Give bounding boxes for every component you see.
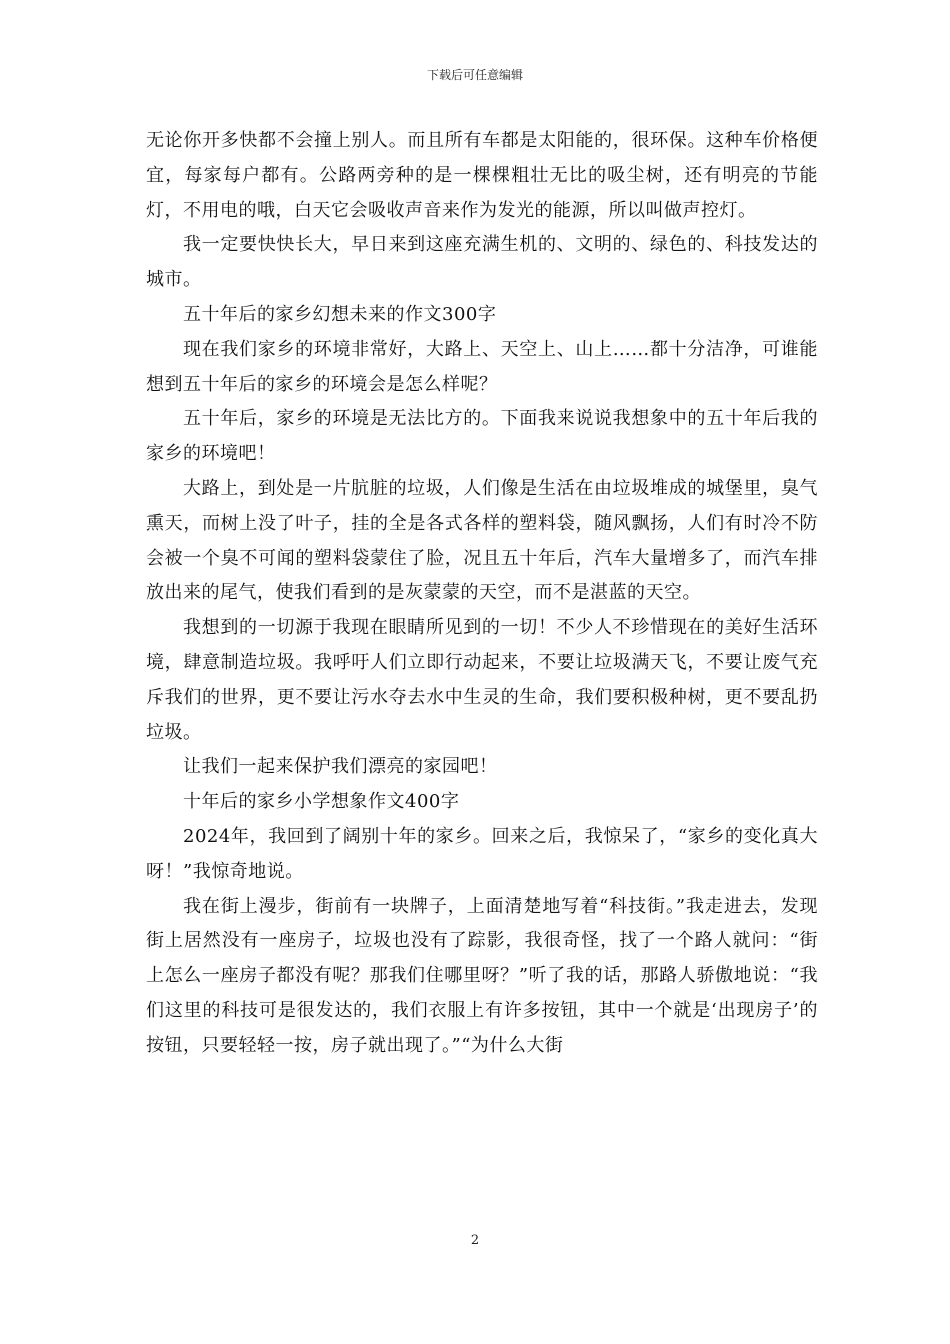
paragraph: 我在街上漫步，街前有一块牌子，上面清楚地写着“科技街。”我走进去，发现街上居然没有一座房子，垃圾也没有了踪影，我很奇怪，找了一个路人就问：“街上怎么一座房子都没有呢？那我们住哪里呀？”听了我的话，那路人骄傲地说：“我们这里的科技可是很发达的，我们衣服上有许多按钮，其中一个就是‘出现房子’的按钮，只要轻轻一按，房子就出现了。”“为什么大街: [146, 895, 818, 1056]
page-header: 下载后可任意编辑: [426, 68, 523, 82]
paragraph: 我一定要快快长大，早日来到这座充满生机的、文明的、绿色的、科技发达的城市。: [146, 234, 818, 291]
paragraph: 我想到的一切源于我现在眼睛所见到的一切！不少人不珍惜现在的美好生活环境，肆意制造垃圾。我呼吁人们立即行动起来，不要让垃圾满天飞，不要让废气充斥我们的世界，更不要让污水夺去水中生灵的生命，我们要积极种树，更不要乱扔垃圾。: [146, 617, 818, 743]
document-body: [146, 124, 818, 1064]
paragraph: 现在我们家乡的环境非常好，大路上、天空上、山上……都十分洁净，可谁能想到五十年后的家乡的环境会是怎么样呢？: [146, 338, 818, 395]
paragraph: 五十年后，家乡的环境是无法比方的。下面我来说说我想象中的五十年后我的家乡的环境吧！: [146, 408, 818, 465]
section-title: 十年后的家乡小学想象作文400字: [183, 791, 460, 813]
paragraph: 2024年，我回到了阔别十年的家乡。回来之后，我惊呆了，“家乡的变化真大呀！”我惊奇地说。: [146, 825, 818, 882]
paragraph: 无论你开多快都不会撞上别人。而且所有车都是太阳能的，很环保。这种车价格便宜，每家每户都有。公路两旁种的是一棵棵粗壮无比的吸尘树，还有明亮的节能灯，不用电的哦，白天它会吸收声音来作为发光的能源，所以叫做声控灯。: [146, 130, 818, 221]
section-title: 五十年后的家乡幻想未来的作文300字: [183, 303, 497, 325]
paragraph: 大路上，到处是一片肮脏的垃圾，人们像是生活在由垃圾堆成的城堡里，臭气熏天，而树上没了叶子，挂的全是各式各样的塑料袋，随风飘扬，人们有时冷不防会被一个臭不可闻的塑料袋蒙住了脸，况且五十年后，汽车大量增多了，而汽车排放出来的尾气，使我们看到的是灰蒙蒙的天空，而不是湛蓝的天空。: [146, 477, 818, 604]
page-number: 2: [470, 1233, 480, 1248]
paragraph: 让我们一起来保护我们漂亮的家园吧！: [183, 756, 498, 778]
